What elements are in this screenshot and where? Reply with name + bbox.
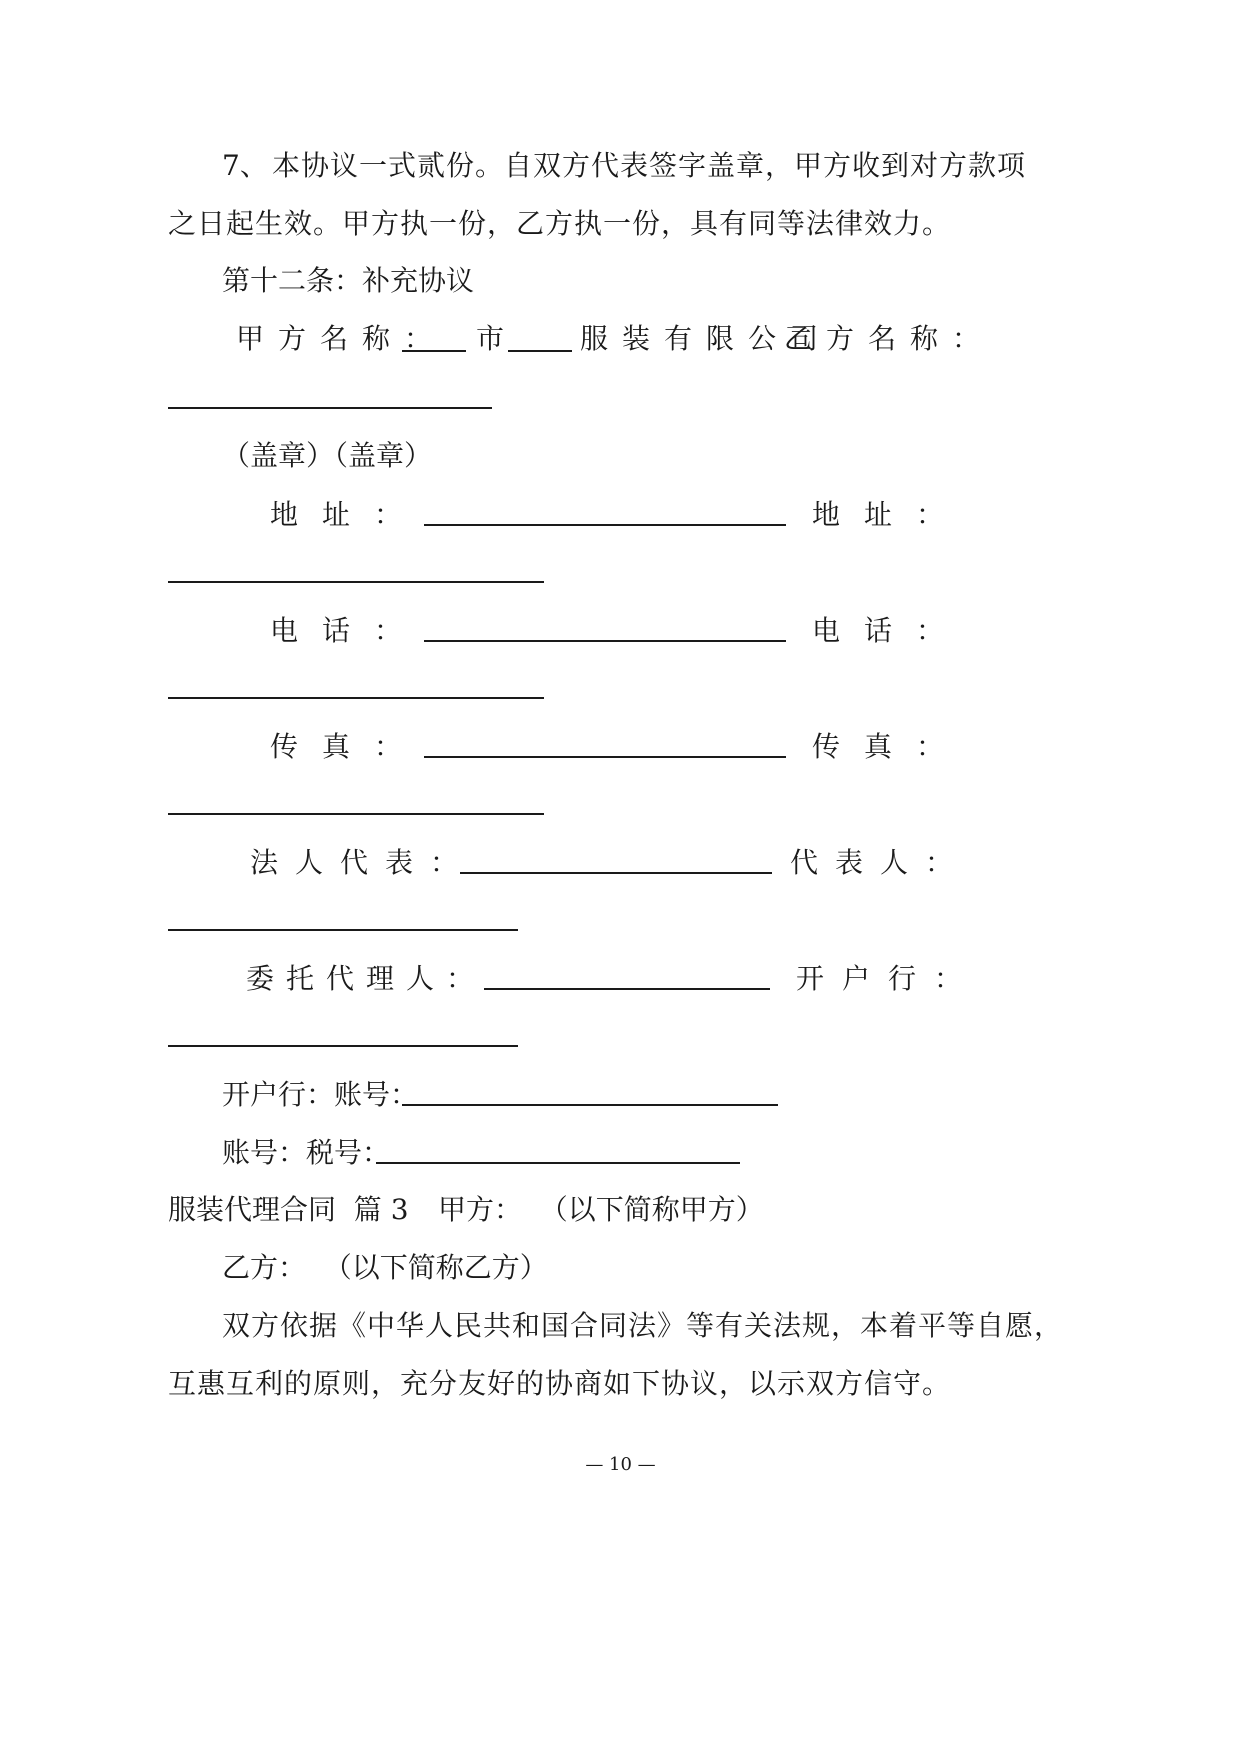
contract-3-body-line-1: 双方依据《中华人民共和国合同法》等有关法规，本着平等自愿， (222, 1309, 1064, 1342)
clause-7-line-1: 本协议一式贰份。自双方代表签字盖章，甲方收到对方款项 (272, 149, 1027, 182)
account-tax-blank[interactable] (376, 1162, 740, 1164)
clause-7-number: 7、 (222, 149, 268, 182)
fax-label-b: 传真： (812, 730, 969, 763)
party-b-name-blank[interactable] (168, 407, 492, 409)
phone-label-b: 电话： (812, 614, 969, 647)
legal-rep-blank[interactable] (460, 872, 772, 874)
party-a-city-blank[interactable] (402, 350, 466, 352)
party-a-name-label: 甲方名称： (236, 322, 447, 355)
party-b-name-label: 乙方名称： (784, 322, 995, 355)
fax-blank-a[interactable] (424, 756, 786, 758)
address-label-a: 地址： (270, 498, 427, 531)
phone-blank-a[interactable] (424, 640, 786, 642)
phone-blank-b[interactable] (168, 697, 544, 699)
bank-blank[interactable] (168, 1045, 518, 1047)
company-word: 服装有限公司 (580, 322, 833, 355)
contract-3-body-line-2: 互惠互利的原则，充分友好的协商如下协议，以示双方信守。 (168, 1367, 952, 1400)
fax-label-a: 传真： (270, 730, 427, 763)
rep-blank[interactable] (168, 929, 518, 931)
account-tax-label: 账号：税号： (222, 1136, 391, 1169)
phone-label-a: 电话： (270, 614, 427, 647)
seal-line: （盖章）（盖章） (222, 439, 433, 472)
party-a-company-blank[interactable] (508, 350, 572, 352)
bank-account-blank[interactable] (402, 1104, 778, 1106)
legal-rep-label: 法人代表： (250, 846, 476, 879)
address-blank-a[interactable] (424, 524, 786, 526)
contract-3-title: 服装代理合同 篇 3 (168, 1193, 409, 1226)
address-label-b: 地址： (812, 498, 969, 531)
clause-7-line-2: 之日起生效。甲方执一份，乙方执一份，具有同等法律效力。 (168, 207, 952, 240)
bank-account-label: 开户行：账号： (222, 1078, 419, 1111)
bank-label: 开户行： (796, 962, 981, 995)
contract-3-party-a: 甲方： （以下简称甲方） (438, 1193, 764, 1226)
page-number: — 10 — (585, 1454, 656, 1475)
fax-blank-b[interactable] (168, 813, 544, 815)
city-word: 市 (476, 322, 505, 355)
article-12-heading: 第十二条：补充协议 (222, 264, 475, 297)
rep-label: 代表人： (790, 846, 971, 879)
agent-label: 委托代理人： (246, 962, 487, 995)
address-blank-b[interactable] (168, 581, 544, 583)
agent-blank[interactable] (484, 988, 770, 990)
contract-3-party-b: 乙方： （以下简称乙方） (222, 1251, 548, 1284)
